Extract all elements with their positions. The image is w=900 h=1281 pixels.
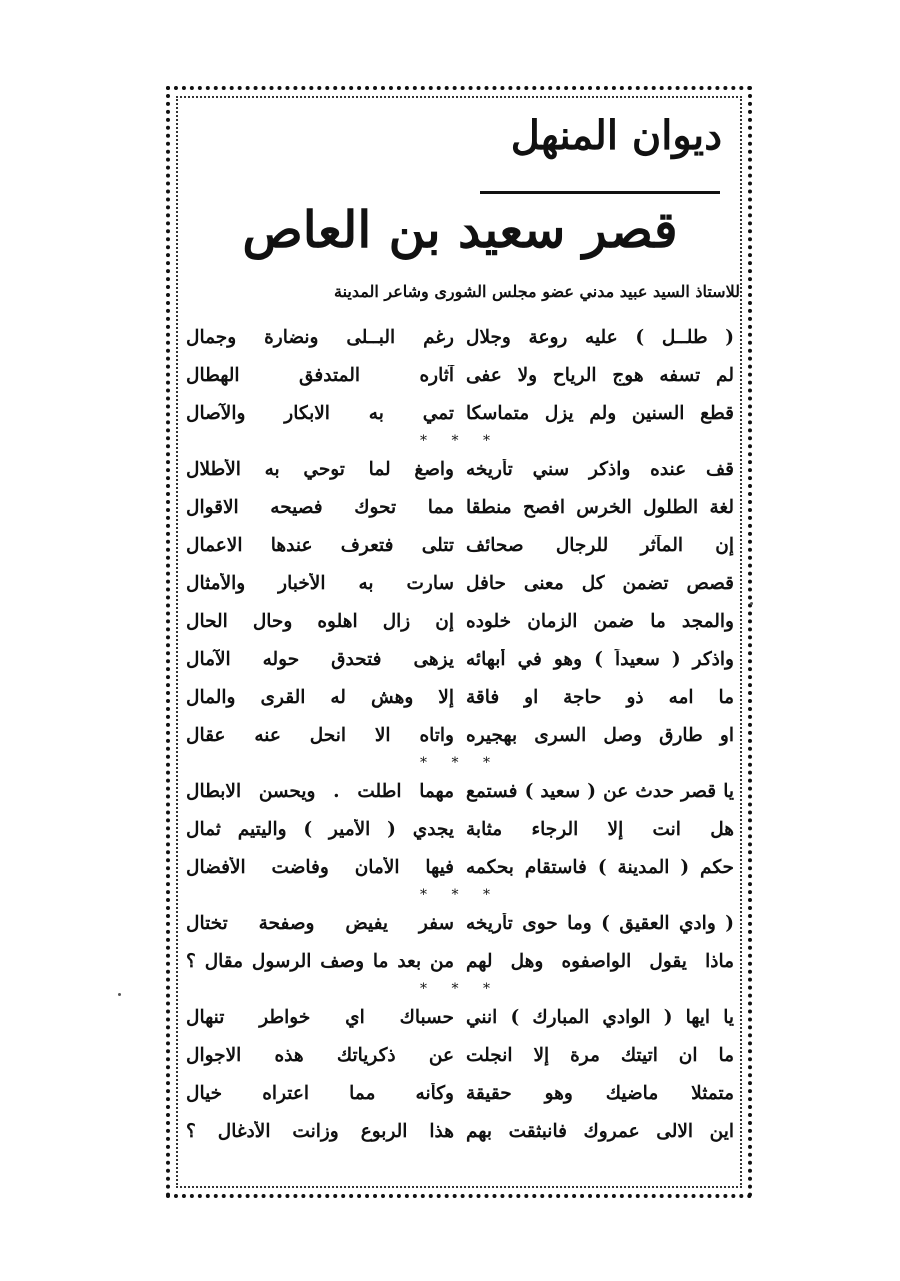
verse-second-hemistich: يزهى فتحدق حوله الآمال: [186, 648, 454, 670]
verse-second-hemistich: يجدي ( الأمير ) واليتيم ثمال: [186, 818, 454, 840]
verse-line: [180, 318, 740, 356]
verse-second-hemistich: فيها الأمان وفاضت الأفضال: [186, 856, 454, 878]
verse-line: [180, 488, 740, 526]
verse-second-hemistich: حسباك اي خواطر تنهال: [186, 1006, 454, 1028]
verse-second-hemistich: هذا الربوع وزانت الأدغال ؟: [186, 1120, 454, 1142]
verse-first-hemistich: اين الالى عمروك فانبثقت بهم: [466, 1120, 734, 1142]
verse-second-hemistich: سارت به الأخبار والأمثال: [186, 572, 454, 594]
verse-line: [180, 904, 740, 942]
verse-first-hemistich: هل انت إلا الرجاء مثابة: [466, 818, 734, 840]
verse-line: [180, 1112, 740, 1150]
verse-second-hemistich: عن ذكرياتك هذه الاجوال: [186, 1044, 454, 1066]
stanza-separator: * * *: [420, 887, 500, 903]
stanza-separator: * * *: [420, 981, 500, 997]
verse-second-hemistich: واتاه الا انحل عنه عقال: [186, 724, 454, 746]
verse-second-hemistich: رغم البــلى ونضارة وجمال: [186, 326, 454, 348]
poem-title: قصر سعيد بن العاص: [242, 200, 678, 259]
verse-line: [180, 1074, 740, 1112]
verse-first-hemistich: حكم ( المدينة ) فاستقام بحكمه: [466, 856, 734, 878]
header-rule: [480, 191, 720, 194]
verse-second-hemistich: سفر يفيض وصفحة تختال: [186, 912, 454, 934]
verse-first-hemistich: قف عنده واذكر سني تأريخه: [466, 458, 734, 480]
scan-speck: [750, 602, 753, 605]
verse-second-hemistich: آثاره المتدفق الهطال: [186, 364, 454, 386]
verse-first-hemistich: يا ايها ( الوادي المبارك ) انني: [466, 1006, 734, 1028]
verse-second-hemistich: مما تحوك فصيحه الاقوال: [186, 496, 454, 518]
verse-line: [180, 942, 740, 980]
verse-line: [180, 772, 740, 810]
verse-first-hemistich: ماذا يقول الواصفوه وهل لهم: [466, 950, 734, 972]
verse-second-hemistich: من بعد ما وصف الرسول مقال ؟: [186, 950, 454, 972]
verse-line: [180, 526, 740, 564]
verse-first-hemistich: قصص تضمن كل معنى حافل: [466, 572, 734, 594]
poem-byline: للاستاذ السيد عبيد مدني عضو مجلس الشورى وشاعر المدينة: [334, 282, 740, 301]
verse-first-hemistich: ( طلــل ) عليه روعة وجلال: [466, 326, 734, 348]
verse-first-hemistich: واذكر ( سعيداً ) وهو في أبهائه: [466, 648, 734, 670]
verse-line: [180, 450, 740, 488]
verse-second-hemistich: إلا وهش له القرى والمال: [186, 686, 454, 708]
verse-line: [180, 1036, 740, 1074]
verse-line: [180, 848, 740, 886]
verse-first-hemistich: والمجد ما ضمن الزمان خلوده: [466, 610, 734, 632]
poem-body: [180, 318, 740, 1150]
verse-line: [180, 394, 740, 432]
verse-second-hemistich: إن زال اهلوه وحال الحال: [186, 610, 454, 632]
verse-second-hemistich: وكأنه مما اعتراه خيال: [186, 1082, 454, 1104]
verse-first-hemistich: قطع السنين ولم يزل متماسكا: [466, 402, 734, 424]
verse-first-hemistich: ( وادي العقيق ) وما حوى تأريخه: [466, 912, 734, 934]
verse-first-hemistich: لم تسفه هوج الرياح ولا عفى: [466, 364, 734, 386]
stanza-separator: * * *: [420, 433, 500, 449]
verse-line: [180, 564, 740, 602]
verse-line: [180, 810, 740, 848]
verse-line: [180, 602, 740, 640]
verse-first-hemistich: إن المآثر للرجال صحائف: [466, 534, 734, 556]
verse-first-hemistich: يا قصر حدث عن ( سعيد ) فستمع: [466, 780, 734, 802]
verse-line: [180, 356, 740, 394]
verse-line: [180, 640, 740, 678]
section-header: ديوان المنهل: [510, 112, 722, 159]
verse-second-hemistich: مهما اطلت . ويحسن الابطال: [186, 780, 454, 802]
verse-first-hemistich: او طارق وصل السرى بهجيره: [466, 724, 734, 746]
verse-second-hemistich: تمي به الابكار والآصال: [186, 402, 454, 424]
verse-line: [180, 998, 740, 1036]
verse-line: [180, 678, 740, 716]
verse-first-hemistich: ما ان اتيتك مرة إلا انجلت: [466, 1044, 734, 1066]
stanza-separator: * * *: [420, 755, 500, 771]
verse-second-hemistich: واصغ لما توحي به الأطلال: [186, 458, 454, 480]
verse-first-hemistich: متمثلا ماضيك وهو حقيقة: [466, 1082, 734, 1104]
verse-line: [180, 716, 740, 754]
verse-first-hemistich: ما امه ذو حاجة او فاقة: [466, 686, 734, 708]
verse-second-hemistich: تتلى فتعرف عندها الاعمال: [186, 534, 454, 556]
verse-first-hemistich: لغة الطلول الخرس افصح منطقا: [466, 496, 734, 518]
scan-speck: [118, 993, 121, 996]
